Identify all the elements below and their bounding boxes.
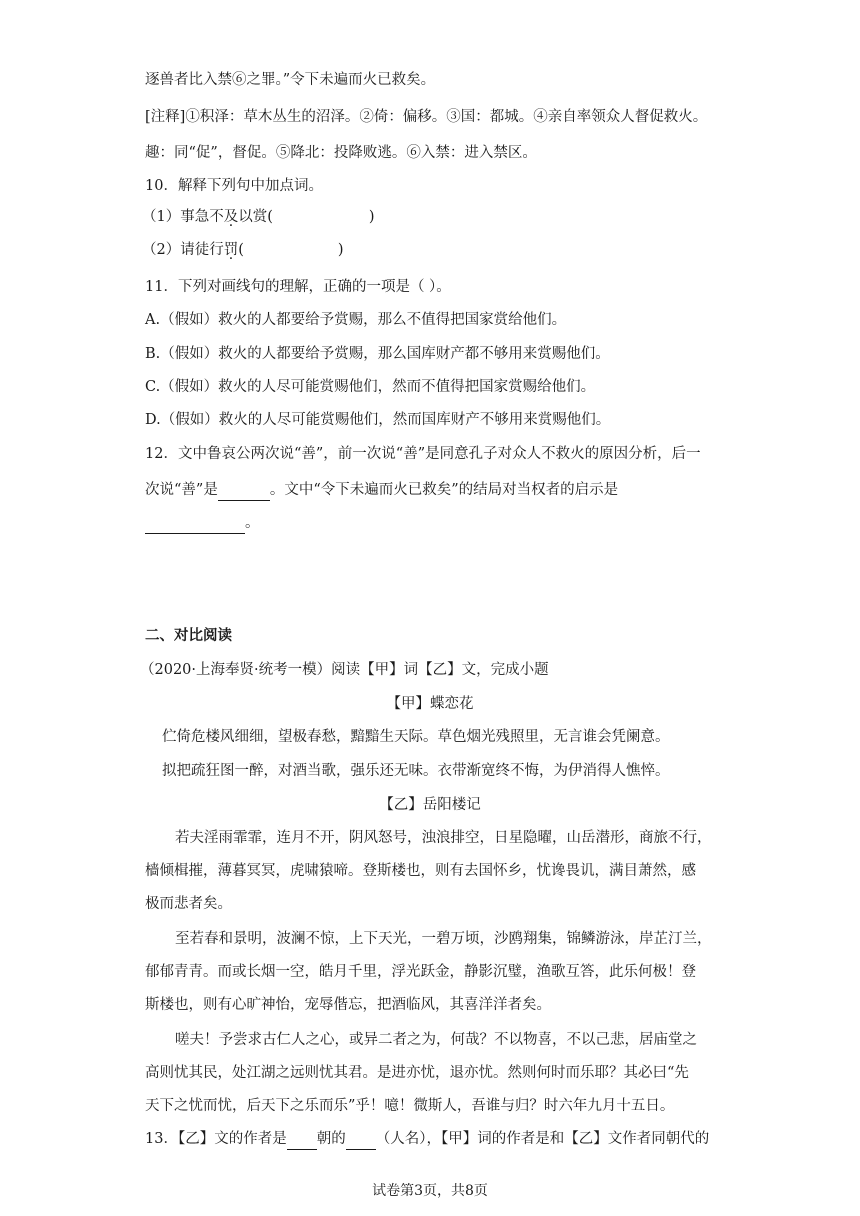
question-13-line (145, 1129, 709, 1150)
question-12-line: 12．文中鲁哀公两次说“善”，前一次说“善”是同意孔子对众人不救火的原因分析，后一 (145, 446, 701, 462)
option-b[interactable]: B.（假如）救火的人都要给予赏赐，那么国库财产都不够用来赏赐他们。 (145, 346, 610, 362)
section-heading: 二、对比阅读 (145, 627, 232, 644)
question-12-line (145, 480, 618, 501)
item-text: （1）事急不 (142, 209, 224, 225)
question-text: 次说“善”是 (145, 482, 218, 498)
essay-line: 至若春和景明，波澜不惊，上下天光，一碧万顷，沙鸥翔集，锦鳞游泳，岸芷汀兰， (175, 931, 712, 947)
essay-line: 天下之忧而忧，后天下之乐而乐”乎！噫！微斯人，吾谁与归？时六年九月十五日。 (145, 1098, 675, 1114)
dotted-char: 罚 (223, 242, 239, 258)
question-10-item-2 (142, 240, 344, 260)
text-line: 逐兽者比入禁⑥之罪。”令下未遍而火已救矣。 (145, 72, 436, 88)
item-text: ) (368, 209, 375, 225)
question-text: 朝的 (316, 1131, 346, 1147)
question-10-item-1 (142, 207, 375, 227)
annotation-line: 趣：同“促”，督促。⑤降北：投降败逃。⑥入禁：进入禁区。 (145, 145, 537, 161)
essay-line: 嗟夫！予尝求古仁人之心，或异二者之为，何哉？不以物喜，不以己悲，居庙堂之 (175, 1032, 697, 1048)
poem-line: 伫倚危楼风细细，望极春愁，黯黯生天际。草色烟光残照里，无言谁会凭阑意。 (162, 729, 670, 745)
question-12-line (145, 513, 260, 534)
answer-blank[interactable] (145, 513, 245, 534)
item-text: ( (238, 242, 244, 258)
question-text: 13．【乙】文的作者是 (145, 1131, 287, 1147)
section-intro: （2020·上海奉贤·统考一模）阅读【甲】词【乙】文，完成小题 (140, 662, 549, 678)
essay-title: 【乙】岳阳楼记 (379, 797, 481, 813)
essay-line: 郁郁青青。而或长烟一空，皓月千里，浮光跃金，静影沉璧，渔歌互答，此乐何极！登 (145, 964, 696, 980)
question-text: （人名），【甲】词的作者是和【乙】文作者同朝代的 (375, 1131, 710, 1147)
item-text: （2）请徒行 (142, 242, 224, 258)
question-10-stem: 10．解释下列句中加点词。 (145, 178, 323, 194)
essay-line: 若夫淫雨霏霏，连月不开，阴风怒号，浊浪排空，日星隐曜，山岳潜形，商旅不行， (175, 830, 712, 846)
answer-blank[interactable] (287, 1129, 317, 1150)
dotted-char: 及 (223, 209, 239, 225)
answer-blank[interactable] (218, 480, 270, 501)
question-text: 。文中“令下未遍而火已救矣”的结局对当权者的启示是 (269, 482, 619, 498)
essay-line: 樯倾楫摧，薄暮冥冥，虎啸猿啼。登斯楼也，则有去国怀乡，忧谗畏讥，满目萧然，感 (145, 863, 696, 879)
essay-line: 高则忧其民，处江湖之远则忧其君。是进亦忧，退亦忧。然则何时而乐耶？其必曰“先 (145, 1065, 689, 1081)
essay-line: 极而悲者矣。 (145, 896, 232, 912)
question-text: 。 (245, 515, 260, 531)
item-text: ) (337, 242, 344, 258)
option-d[interactable]: D.（假如）救火的人尽可能赏赐他们，然而国库财产不够用来赏赐他们。 (145, 412, 611, 428)
option-a[interactable]: A.（假如）救火的人都要给予赏赐，那么不值得把国家赏给他们。 (145, 312, 567, 328)
page-footer: 试卷第3页，共8页 (372, 1183, 488, 1199)
annotation-line: [注释]①积泽：草木丛生的沼泽。②倚：偏移。③国：都城。④亲自率领众人督促救火。 (145, 109, 708, 125)
poem-title: 【甲】蝶恋花 (386, 696, 474, 712)
question-11-stem: 11．下列对画线句的理解，正确的一项是（ ）。 (145, 279, 451, 295)
poem-line: 拟把疏狂图一醉，对酒当歌，强乐还无味。衣带渐宽终不悔，为伊消得人憔悴。 (162, 763, 670, 779)
item-text: 以赏( (238, 209, 273, 225)
option-c[interactable]: C.（假如）救火的人尽可能赏赐他们，然而不值得把国家赏赐给他们。 (145, 379, 596, 395)
answer-blank[interactable] (346, 1129, 376, 1150)
essay-line: 斯楼也，则有心旷神怡，宠辱偕忘，把酒临风，其喜洋洋者矣。 (145, 997, 551, 1013)
